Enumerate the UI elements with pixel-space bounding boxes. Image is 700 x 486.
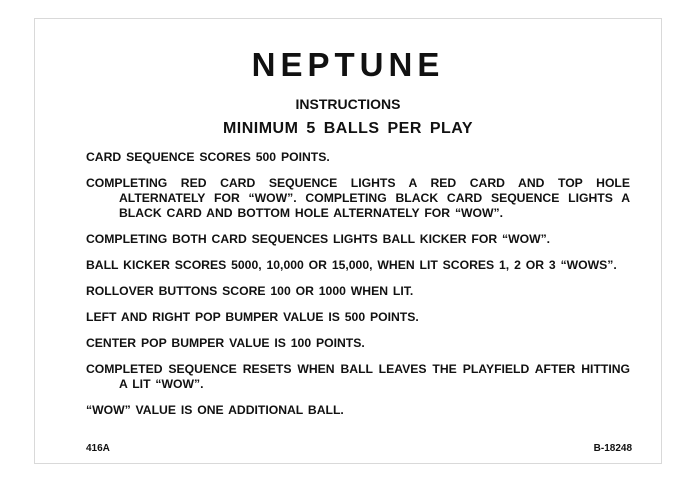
rule-item: CARD SEQUENCE SCORES 500 POINTS. — [86, 150, 330, 164]
rule-item: CENTER POP BUMPER VALUE IS 100 POINTS. — [86, 336, 365, 350]
instruction-card — [34, 18, 662, 464]
rule-item: “WOW” VALUE IS ONE ADDITIONAL BALL. — [86, 403, 344, 417]
card-part-code: 416A — [86, 443, 110, 454]
rule-item: LEFT AND RIGHT POP BUMPER VALUE IS 500 POINTS. — [86, 310, 419, 324]
rule-item: BALL KICKER SCORES 5000, 10,000 OR 15,000, WHEN LIT SCORES 1, 2 OR 3 “WOWS”. — [86, 258, 617, 272]
rule-item: COMPLETED SEQUENCE RESETS WHEN BALL LEAVES THE PLAYFIELD AFTER HITTING A LIT “WOW”. — [86, 362, 630, 391]
card-title: NEPTUNE — [251, 46, 445, 83]
rules-list — [86, 150, 630, 429]
card-subtitle: INSTRUCTIONS — [295, 96, 401, 112]
rule-item: ROLLOVER BUTTONS SCORE 100 OR 1000 WHEN LIT. — [86, 284, 414, 298]
rule-item: COMPLETING BOTH CARD SEQUENCES LIGHTS BALL KICKER FOR “WOW”. — [86, 232, 551, 246]
card-part-number: B-18248 — [593, 443, 632, 454]
rule-item: COMPLETING RED CARD SEQUENCE LIGHTS A RED CARD AND TOP HOLE ALTERNATELY FOR “WOW”. COMPLETING BLACK CARD SEQUENCE LIGHTS A BLACK CARD AND BOTTOM HOLE ALTERNATELY FOR “WOW”. — [86, 176, 630, 220]
minimum-balls-line: MINIMUM 5 BALLS PER PLAY — [222, 120, 474, 137]
